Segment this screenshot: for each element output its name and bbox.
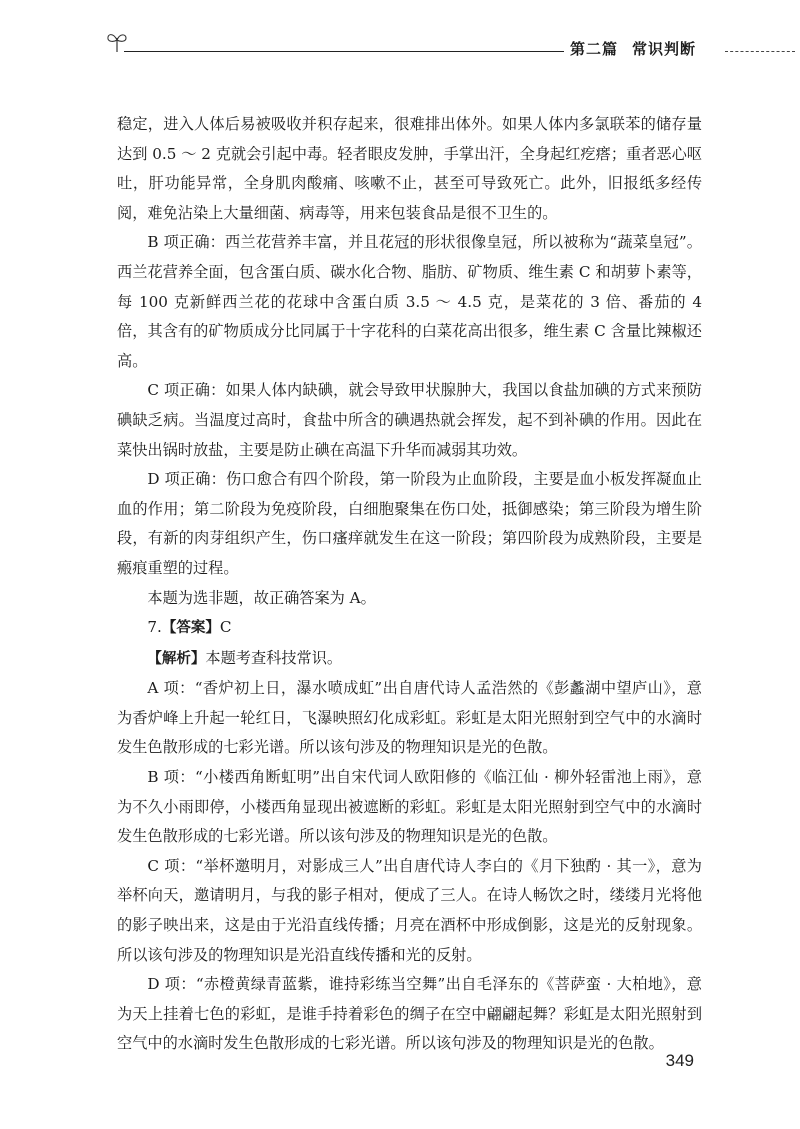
page-header [0, 18, 800, 68]
section-part: 第二篇 [570, 40, 619, 58]
paragraph: 稳定，进入人体后易被吸收并积存起来，很难排出体外。如果人体内多氯联苯的储存量达到 0.5 ～ 2 克就会引起中毒。轻者眼皮发肿，手掌出汗，全身起红疙瘩；重者恶心呕吐，肝功能异常，全身肌肉酸痛、咳嗽不止，甚至可导致死亡。此外，旧报纸多经传阅，难免沾染上大量细菌、病毒等，用来包装食品是很不卫生的。 [117, 115, 702, 222]
paragraph: 本题为选非题，故正确答案为 A。 [147, 588, 376, 607]
page-body [117, 110, 702, 1059]
answer-value: C [219, 618, 232, 637]
header-rule [124, 51, 564, 52]
answer-label: 【答案】 [161, 620, 220, 637]
paragraph: C 项正确：如果人体内缺碘，就会导致甲状腺肿大，我国以食盐加碘的方式来预防碘缺乏病。当温度过高时，食盐中所含的碘遇热就会挥发，起不到补碘的作用。因此在菜快出锅时放盐，主要是防止碘在高温下升华而减弱其功效。 [117, 381, 702, 459]
analysis-text: 本题考查科技常识。 [205, 648, 343, 667]
section-name: 常识判断 [632, 40, 697, 58]
analysis-line [117, 644, 702, 675]
option-paragraph: B 项：“小楼西角断虹明”出自宋代词人欧阳修的《临江仙 · 柳外轻雷池上雨》，意为不久小雨即停，小楼西角显现出被遮断的彩虹。彩虹是太阳光照射到空气中的水滴时发生色散形成的七彩光谱。所以该句涉及的物理知识是光的色散。 [117, 768, 702, 846]
option-paragraph: A 项：“香炉初上日，瀑水喷成虹”出自唐代诗人孟浩然的《彭蠡湖中望庐山》，意为香炉峰上升起一轮红日，飞瀑映照幻化成彩虹。彩虹是太阳光照射到空气中的水滴时发生色散形成的七彩光谱。所以该句涉及的物理知识是光的色散。 [117, 679, 702, 757]
section-title [570, 38, 696, 59]
header-rule-dashed [725, 51, 795, 52]
question-number: 7. [147, 618, 162, 637]
answer-line [117, 613, 702, 644]
analysis-label: 【解析】 [147, 650, 206, 667]
paragraph: D 项正确：伤口愈合有四个阶段，第一阶段为止血阶段，主要是血小板发挥凝血止血的作用；第二阶段为免疫阶段，白细胞聚集在伤口处，抵御感染；第三阶段为增生阶段，有新的肉芽组织产生，伤口瘙痒就发生在这一阶段；第四阶段为成熟阶段，主要是瘢痕重塑的过程。 [117, 470, 702, 577]
paragraph: B 项正确：西兰花营养丰富，并且花冠的形状很像皇冠，所以被称为“蔬菜皇冠”。西兰花营养全面，包含蛋白质、碳水化合物、脂肪、矿物质、维生素 C 和胡萝卜素等，每 100 克新鲜西兰花的花球中含蛋白质 3.5 ～ 4.5 克，是菜花的 3 倍、番茄的 4 倍，其含有的矿物质成分比同属于十字花科的白菜花高出很多，维生素 C 含量比辣椒还高。 [117, 233, 702, 370]
option-paragraph: C 项：“举杯邀明月，对影成三人”出自唐代诗人李白的《月下独酌 · 其一》，意为举杯向天，邀请明月，与我的影子相对，便成了三人。在诗人畅饮之时，缕缕月光将他的影子映出来，这是由于光沿直线传播；月亮在酒杯中形成倒影，这是光的反射现象。所以该句涉及的物理知识是光沿直线传播和光的反射。 [117, 856, 702, 964]
option-paragraph: D 项：“赤橙黄绿青蓝紫，谁持彩练当空舞”出自毛泽东的《菩萨蛮 · 大柏地》，意为天上挂着七色的彩虹，是谁手持着彩色的绸子在空中翩翩起舞？彩虹是太阳光照射到空气中的水滴时发生色散形成的七彩光谱。所以该句涉及的物理知识是光的色散。 [117, 975, 702, 1053]
page-number: 349 [665, 1051, 694, 1070]
